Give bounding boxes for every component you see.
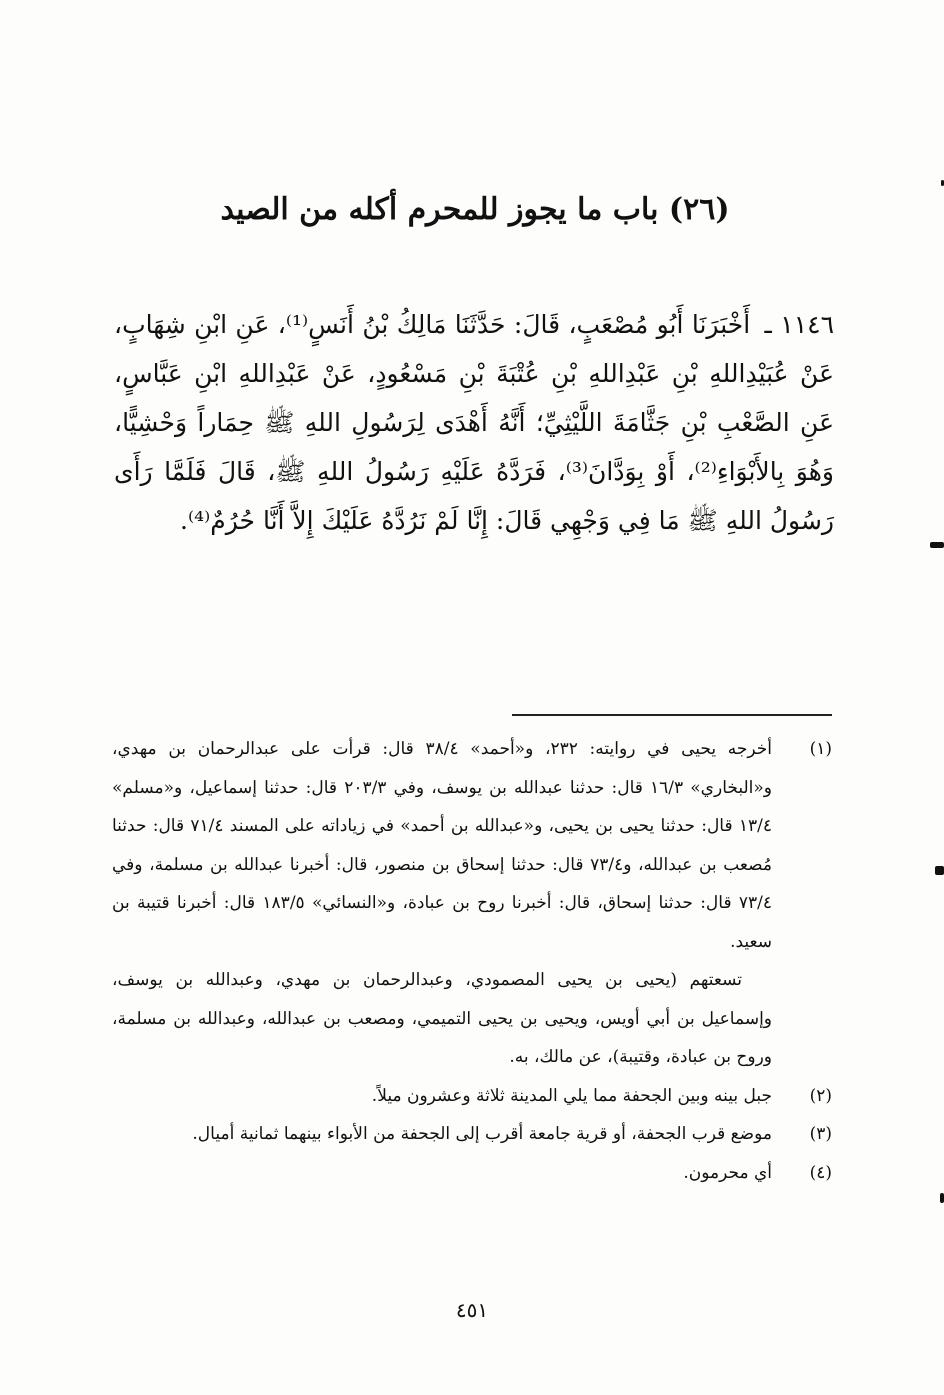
chapter-title: (٢٦) باب ما يجوز للمحرم أكله من الصيد [220, 192, 730, 227]
scan-margin-mark [935, 866, 944, 875]
footnote-number: (١) [809, 739, 832, 759]
footnote-1 [112, 730, 832, 1077]
footnote-continuation: تسعتهم (يحيى بن يحيى المصمودي، وعبدالرحمان بن مهدي، وعبدالله بن يوسف، وإسماعيل بن أبي أويس، ويحيى بن يحيى التميمي، ومصعب بن عبدالله، وعبدالله بن مسلمة، وروح بن عبادة، وقتيبة)، عن مالك، به. [112, 970, 772, 1067]
scan-margin-mark [930, 542, 944, 548]
scan-margin-mark [940, 1193, 944, 1203]
footnote-text: جبل بينه وبين الجحفة مما يلي المدينة ثلاثة وعشرون ميلاً. [371, 1085, 772, 1106]
footnote-number: (٢) [809, 1085, 832, 1106]
footnote-text: أخرجه يحيى في روايته: ٢٣٢، و«أحمد» ٣٨/٤ قال: قرأت على عبدالرحمان بن مهدي، و«البخاري» ١٦/٣ قال: حدثنا عبدالله بن يوسف، وفي ٢٠٣/٣ قال: حدثنا إسماعيل، و«مسلم» ١٣/٤ قال: حدثنا يحيى بن يحيى، و«عبدالله بن أحمد» في زياداته على المسند ٧١/٤ قال: حدثنا مُصعب بن عبدالله، و٧٣/٤ قال: حدثنا إسحاق بن منصور، قال: أخبرنا عبدالله بن مسلمة، وفي ٧٣/٤ قال: حدثنا إسحاق، قال: أخبرنا روح بن عبادة، و«النسائي» ١٨٣/٥ قال: أخبرنا قتيبة بن سعيد. [112, 739, 773, 952]
footnotes-list [112, 730, 832, 1192]
footnote-text: موضع قرب الجحفة، أو قرية جامعة أقرب إلى الجحفة من الأبواء بينهما ثمانية أميال. [192, 1124, 772, 1144]
footnote-number: (٤) [809, 1162, 832, 1183]
footnote-number: (٣) [809, 1124, 832, 1144]
footnote-3 [112, 1115, 832, 1154]
page-number: ٤٥١ [455, 1298, 489, 1322]
footnote-2 [112, 1077, 832, 1116]
hadith-number: ١١٤٦ ـ [764, 310, 834, 339]
hadith-paragraph [114, 300, 834, 545]
hadith-text: أَخْبَرَنَا أَبُو مُصْعَبٍ، قَالَ: حَدَّثَنَا مَالِكُ بْنُ أَنَسٍ⁽¹⁾، عَنِ ابْنِ شِهَابٍ، عَنْ عُبَيْدِاللهِ بْنِ عَبْدِاللهِ بْنِ عُتْبَةَ بْنِ مَسْعُودٍ، عَنْ عَبْدِاللهِ ابْنِ عَبَّاسٍ، عَنِ الصَّعْبِ بْنِ جَثَّامَةَ اللَّيْثِيِّ؛ أَنَّهُ أَهْدَى لِرَسُولِ اللهِ ﷺ حِمَاراً وَحْشِيًّا، وَهُوَ بِالأَبْوَاءِ⁽²⁾، أَوْ بِوَدَّانَ⁽³⁾، فَرَدَّهُ عَلَيْهِ رَسُولُ اللهِ ﷺ، قَالَ فَلَمَّا رَأَى رَسُولُ اللهِ ﷺ مَا فِي وَجْهِي قَالَ: إِنَّا لَمْ نَرُدَّهُ عَلَيْكَ إِلاَّ أَنَّا حُرُمٌ⁽⁴⁾. [114, 310, 834, 535]
footnote-4 [112, 1154, 832, 1193]
footnote-text: أي محرمون. [683, 1162, 772, 1183]
footnote-separator [512, 714, 832, 716]
